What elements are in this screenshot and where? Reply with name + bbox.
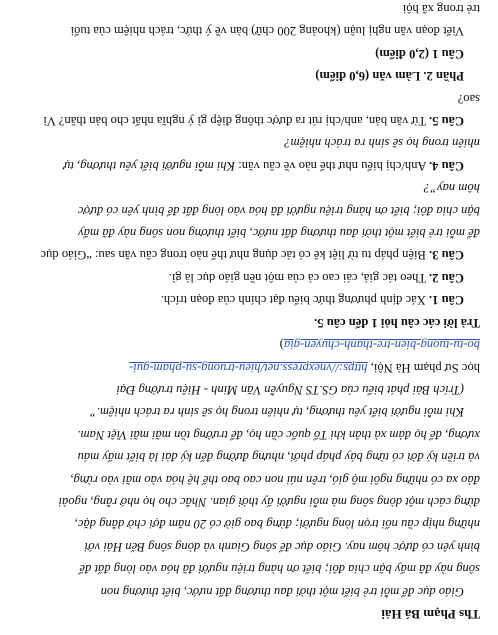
question-label: Câu 2. <box>429 270 464 285</box>
part2-heading: Phần 2. Làm văn (6,0 điểm) <box>315 69 464 84</box>
question-5 <box>18 110 480 132</box>
question-3-cont: hôm nay”? <box>423 181 480 196</box>
source-text-2: học Sư phạm Hà Nội, <box>367 360 480 375</box>
question-4-cont: nhiên trong họ sẽ sinh ra trách nhiệm? <box>284 136 480 151</box>
question-text: Theo tác giả, cái cao cả của một nền giáo dục là gì. <box>168 270 429 285</box>
author-name: Ths Phạm Bá Hải <box>381 607 480 622</box>
question-label: Câu 5. <box>429 114 464 129</box>
passage-line: xương, để họ đảm xả thân khi Tổ quốc cần họ, để trường tồn mãi mãi Việt Nam. <box>77 427 480 442</box>
passage-line: Giáo dục để mỗi trẻ biết một thời đau thương đất nước, biết thương non <box>100 584 464 599</box>
passage-line: và triền ký đời có từng bảy pháp phới, nhưng đường đến ký đài là biết mấy máu <box>77 450 480 465</box>
question-3 <box>18 244 480 266</box>
passage-line: bình yên có được hôm nay. Giáo dục để sông Gianh và dòng sông Bến Hải với <box>84 539 480 554</box>
question-text: Biện pháp tu từ liệt kê có tác dụng như thế nào trong câu văn sau: “Giáo dục <box>40 248 429 263</box>
question-label: Câu 4. <box>429 158 464 173</box>
source-close: ) <box>279 338 284 353</box>
source-link[interactable]: https://vnexpress.net/hieu-truong-su-pham-gui- <box>129 360 368 375</box>
question-3-cont: để mỗi trẻ biết một thời đau thương đất nước, biết thương non sông này đã mấy <box>78 226 480 241</box>
question-text: Anh/chị hiểu như thế nào về câu văn: <box>235 158 429 173</box>
source-citation <box>18 379 480 401</box>
source-text: (Trích Bài phát biểu của GS.TS Nguyễn Văn Minh - Hiệu trưởng Đại <box>116 382 464 397</box>
source-link-2[interactable]: bo-tu-tuong-bien-tre-thanh-chuyen-gia <box>283 338 480 353</box>
question-label: Câu 1. <box>429 293 464 308</box>
source-citation-cont <box>18 356 480 378</box>
question-text: Xác định phương thức biểu đạt chính của đoạn trích. <box>160 293 429 308</box>
part2-question-text: Viết đoạn văn nghị luận (khoảng 200 chữ) bàn về ý thức, trách nhiệm của tuổi <box>70 24 464 39</box>
source-link-cont <box>18 334 480 356</box>
passage-line: sông này đã mấy bận chia đôi; biết ơn hàng triệu người đã hóa vào lòng đất để <box>79 562 480 577</box>
passage-line: Khi mỗi người biết yêu thương, tự nhiên trong họ sẽ sinh ra trách nhiệm.” <box>89 405 464 420</box>
question-label: Câu 3. <box>429 248 464 263</box>
question-text: Từ văn bản, anh/chị rút ra được thông điệp gì ý nghĩa nhất cho bản thân? Vì <box>43 114 429 129</box>
question-2 <box>18 267 480 289</box>
question-4 <box>18 154 480 176</box>
passage-line: đảo xa có những ngôi mộ gió, trên núi non cao bao thế hệ hóa vào mãi vào rừng, <box>70 472 480 487</box>
part2-question-cont: trẻ trong xã hội <box>402 2 480 17</box>
passage-line: đừng cách một dòng sông mà mỗi người ấy thời gian. Nhắc cho họ nhớ rằng, ngoài <box>58 494 480 509</box>
question-5-cont: sao? <box>457 91 480 106</box>
question-3-cont: bận chia đôi; biết ơn hàng triệu người đã hóa vào lòng đất để bình yên có được <box>77 203 480 218</box>
part2-question-label: Câu 1 (2,0 điểm) <box>375 46 464 61</box>
passage-line: những nhịp cầu nối trọn lòng người; đừng bao giờ có 20 năm đợi chờ dằng dặc, <box>74 517 480 532</box>
instruction: Trả lời các câu hỏi 1 đến câu 5. <box>314 315 480 330</box>
question-1 <box>18 289 480 311</box>
question-quote: Khi mỗi người biết yêu thương, tự <box>63 158 236 173</box>
